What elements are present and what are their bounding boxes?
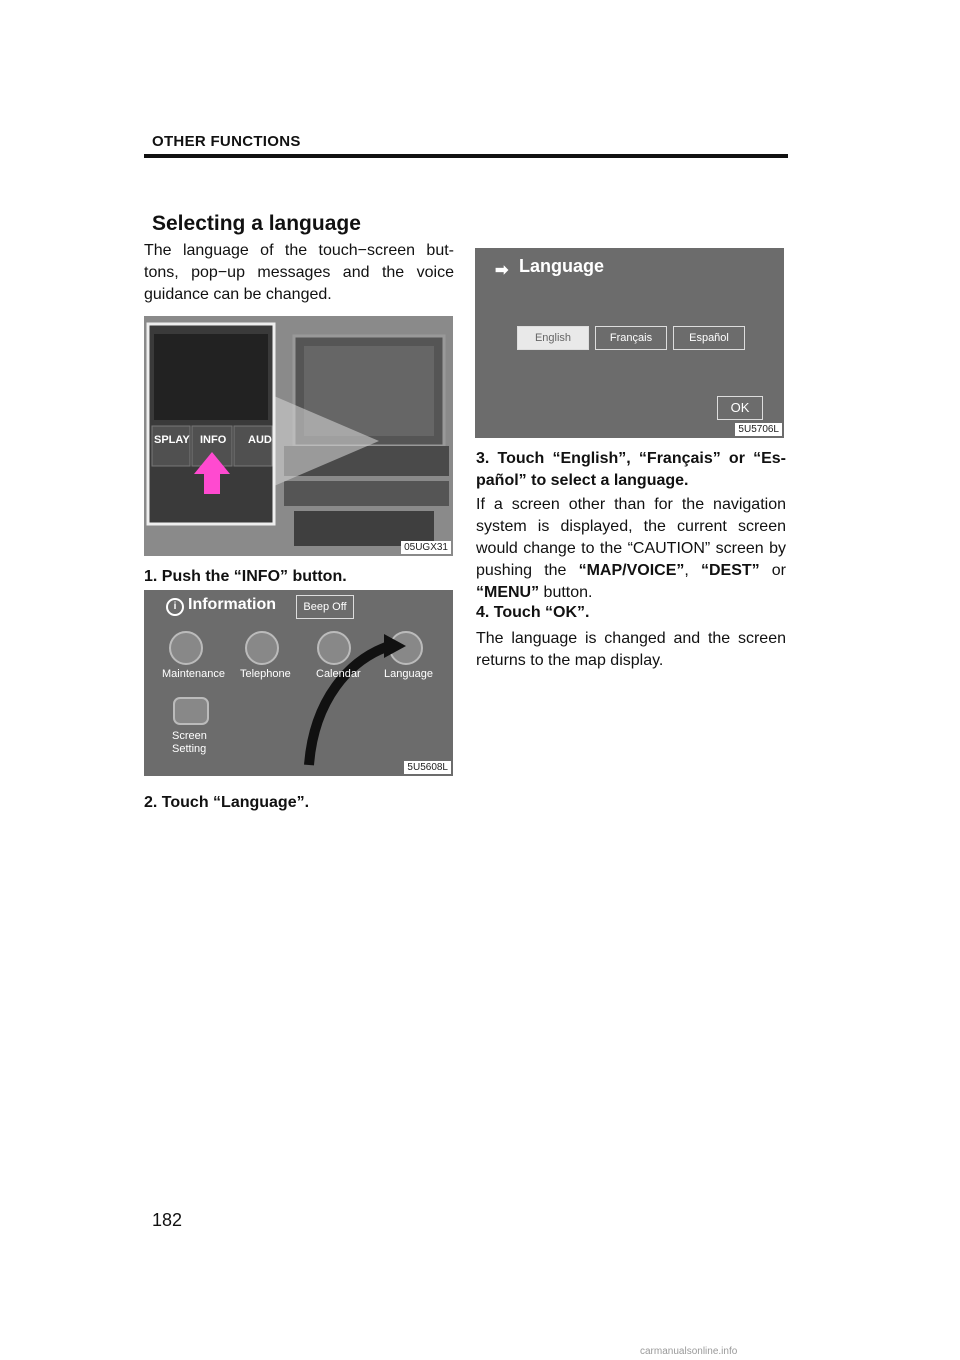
- arrow-right-icon: ➡: [495, 262, 509, 279]
- watermark: carmanualsonline.info: [640, 1346, 738, 1357]
- dashboard-illustration: [144, 316, 453, 556]
- language-figure: [475, 248, 784, 438]
- info-button-label: INFO: [200, 434, 227, 446]
- step-3: 3. Touch “English”, “Français” or “Es- pañol” to select a language.: [476, 450, 786, 489]
- language-screen-title: Language: [519, 256, 605, 276]
- telephone-icon: [246, 632, 278, 664]
- page-title: Selecting a language: [152, 212, 361, 235]
- figure-code: 5U5608L: [404, 761, 451, 774]
- page-number: 182: [152, 1210, 183, 1230]
- audio-button-label: AUD: [248, 434, 272, 446]
- note-text: button.: [539, 584, 593, 601]
- info-item: Screen Setting: [172, 730, 207, 755]
- info-item: Maintenance: [162, 668, 225, 680]
- information-figure: [144, 590, 453, 776]
- ok-button: OK: [717, 396, 763, 420]
- dashboard-button-label: SPLAY: [154, 434, 190, 446]
- note-text: If a screen other than for the navigation system is displayed, the current screen would change to the “CAUTION” screen by pushing the: [476, 496, 786, 579]
- calendar-icon: [318, 632, 350, 664]
- info-icon: i: [166, 598, 184, 616]
- note-text: or: [759, 562, 787, 579]
- maintenance-icon: [170, 632, 202, 664]
- dest-button-ref: “DEST”: [700, 562, 760, 579]
- map-voice-button-ref: “MAP/VOICE”: [578, 562, 685, 579]
- english-option: English: [517, 326, 589, 350]
- note-text: ,: [684, 562, 701, 579]
- header-rule: [144, 154, 788, 158]
- figure-code: 5U5706L: [735, 423, 782, 436]
- menu-button-ref: “MENU”: [476, 584, 540, 601]
- screen-setting-icon: [174, 698, 208, 724]
- info-item: Language: [384, 668, 433, 680]
- figure-code: 05UGX31: [401, 541, 451, 554]
- info-screen-title: Information: [188, 596, 276, 613]
- step-2: 2. Touch “Language”.: [144, 794, 310, 811]
- intro-paragraph: The language of the touch−screen but- tons, pop−up messages and the voice guidance can be changed.: [144, 242, 454, 303]
- step-4: 4. Touch “OK”.: [476, 604, 590, 621]
- beep-off-button: Beep Off: [296, 595, 354, 619]
- espanol-option: Español: [673, 326, 745, 350]
- step-1: 1. Push the “INFO” button.: [144, 568, 347, 585]
- pointer-arrow: [309, 646, 389, 765]
- section-header: OTHER FUNCTIONS: [152, 133, 301, 150]
- dashboard-figure: [144, 316, 453, 556]
- step-4-result: The language is changed and the screen returns to the map display.: [476, 630, 786, 669]
- info-item: Telephone: [240, 668, 291, 680]
- step-3-note: [476, 494, 786, 604]
- info-item: Calendar: [316, 668, 361, 680]
- francais-option: Français: [595, 326, 667, 350]
